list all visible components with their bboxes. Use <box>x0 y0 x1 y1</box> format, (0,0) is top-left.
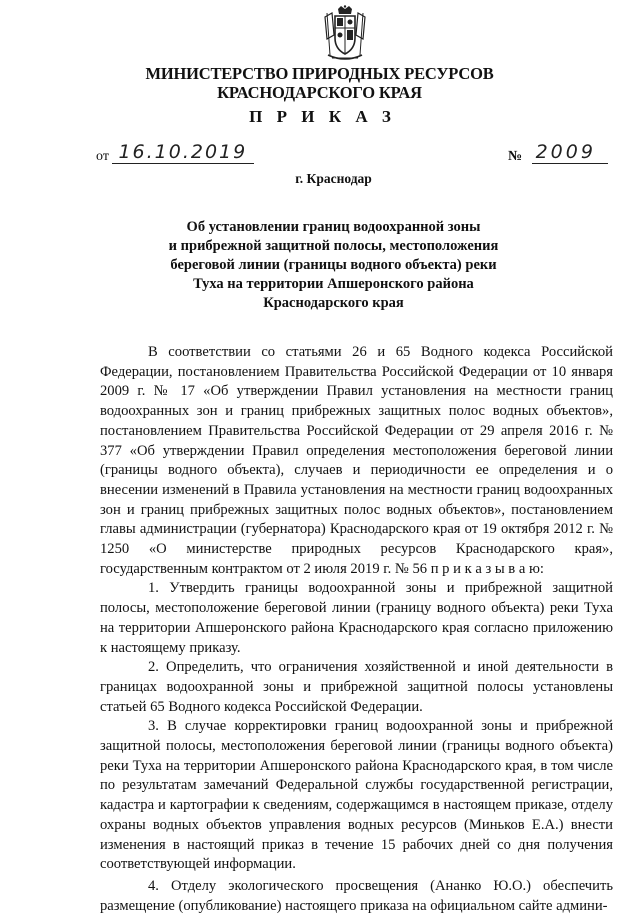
clause-2-paragraph: 2. Определить, что ограничения хозяйственной и иной деятельности в границах водоохранной зоны и прибрежной защитной полосы установлены статьей 65 Водного кодекса Российской Федерации. <box>100 659 613 715</box>
date-prefix: от <box>96 149 109 164</box>
date-underline <box>112 163 254 164</box>
date-value: 16.10.2019 <box>118 141 248 163</box>
ministry-line-2: КРАСНОДАРСКОГО КРАЯ <box>217 83 422 102</box>
document-body <box>100 343 613 916</box>
document-type-heading: П Р И К А З <box>249 107 396 126</box>
ministry-heading <box>0 64 639 102</box>
title-line: и прибрежной защитной полосы, местоположения <box>168 238 499 254</box>
number-field <box>508 143 596 165</box>
title-line: Краснодарского края <box>263 295 404 311</box>
title-line: Туха на территории Апшеронского района <box>193 276 474 292</box>
title-line: береговой линии (границы водного объекта) реки <box>170 257 497 273</box>
ministry-line-1: МИНИСТЕРСТВО ПРИРОДНЫХ РЕСУРСОВ <box>145 64 494 83</box>
clause-3-paragraph: 3. В случае корректировки границ водоохранной зоны и прибрежной защитной полосы, местоположения береговой линии (границы водного объекта) реки Туха на территории Апшеронского района Краснодарского края, в том числе по результатам замечаний Федеральной службы государственной регистрации, кадастра и картографии к сведениям, содержащимся в настоящем приказе, отделу охраны водных объектов управления водных ресурсов (Миньков Е.А.) внести изменения в настоящий приказ в течение 15 рабочих дней со дня получения соответствующей информации. <box>100 718 613 873</box>
date-field <box>96 143 247 165</box>
clause-4-paragraph: 4. Отделу экологического просвещения (Ананко Ю.О.) обеспечить размещение (опубликование) настоящего приказа на официальном сайте админи- <box>100 877 613 914</box>
city-label: г. Краснодар <box>295 171 372 186</box>
number-prefix: № <box>508 149 523 164</box>
title-line: Об установлении границ водоохранной зоны <box>186 219 481 235</box>
clause-1-paragraph: 1. Утвердить границы водоохранной зоны и прибрежной защитной полосы, местоположение береговой линии (границу водного объекта) реки Туха на территории Апшеронского района Краснодарского края согласно приложению к настоящему приказу. <box>100 580 613 656</box>
number-value: 2009 <box>535 141 596 163</box>
coat-of-arms-emblem <box>322 5 368 63</box>
preamble-paragraph: В соответствии со статьями 26 и 65 Водного кодекса Российской Федерации, постановлением Правительства Российской Федерации от 10 января 2009 г. № 17 «Об утверждении Правил установления на местности границ водоохранных зон и границ прибрежных защитных полос водных объектов», постановлением Правительства Российской Федерации от 29 апреля 2016 г. № 377 «Об утверждении Правил определения местоположения береговой линии (границы водного объекта), случаев и периодичности ее определения и о внесении изменений в Правила установления на местности границ водоохранных зон и границ прибрежных защитных полос водных объектов», постановлением главы администрации (губернатора) Краснодарского края от 19 октября 2012 г. № 1250 «О министерстве природных ресурсов Краснодарского края», государственным контрактом от 2 июля 2019 г. № 56 п р и к а з ы в а ю: <box>100 344 613 577</box>
document-title <box>0 218 639 313</box>
number-underline <box>532 163 608 164</box>
